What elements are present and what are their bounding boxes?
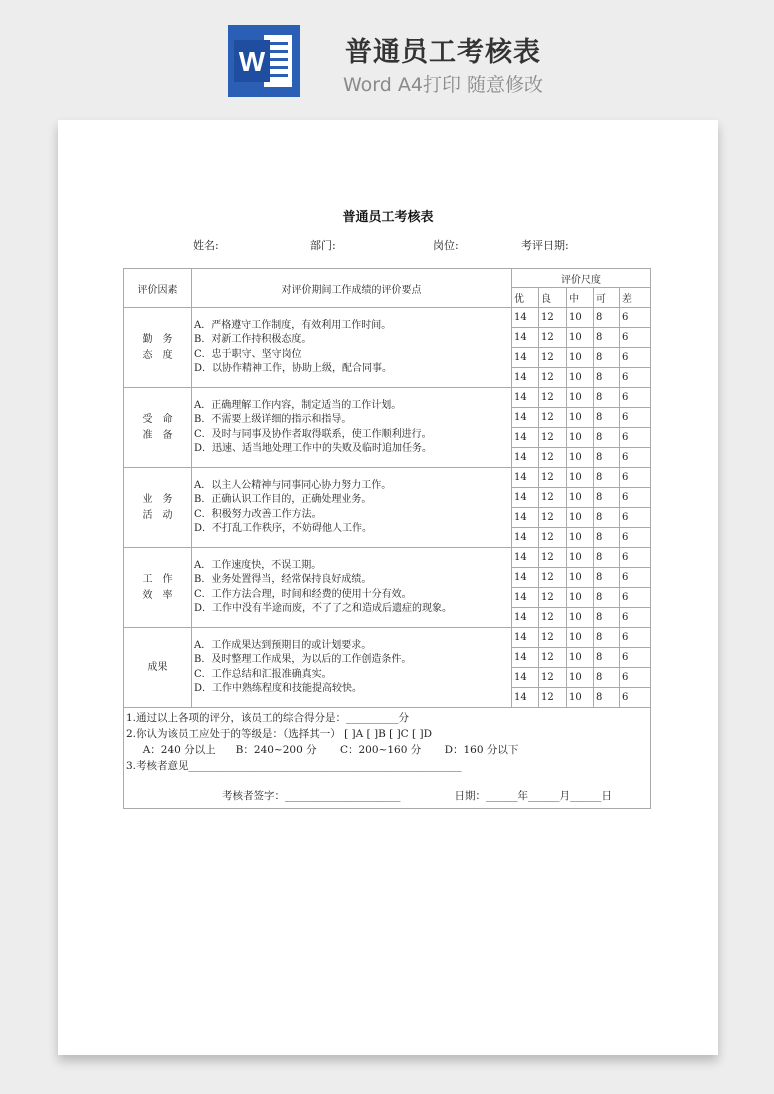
score-cell[interactable]: 12 (539, 388, 567, 408)
banner-subtitle: Word A4打印 随意修改 (342, 74, 543, 96)
score-cell[interactable]: 6 (620, 648, 651, 668)
score-cell[interactable]: 10 (567, 548, 594, 568)
score-cell[interactable]: 8 (594, 668, 620, 688)
score-cell[interactable]: 8 (594, 568, 620, 588)
score-cell[interactable]: 8 (594, 348, 620, 368)
evaluation-point: C．工作方法合理，时间和经费的使用十分有效。 (194, 588, 412, 600)
score-cell[interactable]: 8 (594, 388, 620, 408)
score-cell[interactable]: 12 (539, 648, 567, 668)
score-cell[interactable]: 12 (539, 408, 567, 428)
score-cell[interactable]: 14 (512, 408, 539, 428)
factor-label: 活 动 (142, 509, 173, 521)
factor-label: 受 命 (142, 413, 173, 425)
score-cell[interactable]: 12 (539, 448, 567, 468)
evaluation-point: B．正确认识工作目的，正确处理业务。 (194, 494, 372, 505)
score-cell[interactable]: 14 (512, 448, 539, 468)
factor-label: 成果 (147, 661, 168, 673)
factor-cell (124, 468, 192, 548)
score-cell[interactable]: 14 (512, 608, 539, 628)
score-cell[interactable]: 10 (567, 368, 594, 388)
score-cell[interactable]: 10 (567, 528, 594, 548)
score-cell[interactable]: 8 (594, 688, 620, 708)
score-cell[interactable]: 10 (567, 408, 594, 428)
factor-label: 业 务 (142, 493, 173, 505)
score-cell[interactable]: 6 (620, 628, 651, 648)
table-row (124, 468, 651, 488)
score-cell[interactable]: 6 (620, 548, 651, 568)
header-level-0: 优 (512, 288, 539, 308)
evaluation-point: D．迅速、适当地处理工作中的失败及临时追加任务。 (194, 443, 433, 454)
score-cell[interactable]: 14 (512, 488, 539, 508)
score-cell[interactable]: 6 (620, 328, 651, 348)
score-cell[interactable]: 14 (512, 568, 539, 588)
score-cell[interactable]: 8 (594, 448, 620, 468)
score-cell[interactable]: 8 (594, 508, 620, 528)
score-cell[interactable]: 8 (594, 588, 620, 608)
evaluation-point: B．不需要上级详细的指示和指导。 (194, 414, 352, 425)
summary-line-1: 1.通过以上各项的评分，该员工的综合得分是：__________分 (126, 712, 410, 724)
score-cell[interactable]: 12 (539, 548, 567, 568)
summary-line-2: 2.你认为该员工应处于的等级是：（选择其一） [ ]A [ ]B [ ]C [ ]D (126, 728, 432, 740)
header-scale: 评价尺度 (512, 269, 651, 288)
score-cell[interactable]: 14 (512, 648, 539, 668)
evaluation-point: D．不打乱工作秩序，不妨碍他人工作。 (194, 523, 373, 534)
score-cell[interactable]: 14 (512, 468, 539, 488)
table-row (124, 388, 651, 408)
score-cell[interactable]: 6 (620, 468, 651, 488)
header-level-4: 差 (620, 288, 651, 308)
score-cell[interactable]: 6 (620, 668, 651, 688)
score-cell[interactable]: 8 (594, 628, 620, 648)
score-cell[interactable]: 8 (594, 408, 620, 428)
score-cell[interactable]: 8 (594, 428, 620, 448)
score-cell[interactable]: 6 (620, 368, 651, 388)
score-cell[interactable]: 14 (512, 548, 539, 568)
evaluation-point: A．以主人公精神与同事同心协力努力工作。 (194, 479, 392, 491)
summary-cell (124, 708, 651, 809)
score-cell[interactable]: 6 (620, 428, 651, 448)
summary-row (124, 708, 651, 809)
score-cell[interactable]: 14 (512, 328, 539, 348)
score-cell[interactable]: 6 (620, 688, 651, 708)
score-cell[interactable]: 10 (567, 468, 594, 488)
evaluation-point: C．工作总结和汇报准确真实。 (194, 668, 332, 680)
score-cell[interactable]: 8 (594, 368, 620, 388)
points-cell (192, 388, 512, 468)
score-cell[interactable]: 8 (594, 648, 620, 668)
score-cell[interactable]: 10 (567, 568, 594, 588)
score-cell[interactable]: 10 (567, 328, 594, 348)
score-cell[interactable]: 6 (620, 568, 651, 588)
evaluation-point: D．以协作精神工作，协助上级，配合同事。 (194, 363, 393, 374)
score-cell[interactable]: 6 (620, 408, 651, 428)
score-cell[interactable]: 14 (512, 508, 539, 528)
points-cell (192, 628, 512, 708)
score-cell[interactable]: 14 (512, 688, 539, 708)
score-cell[interactable]: 10 (567, 648, 594, 668)
score-cell[interactable]: 12 (539, 608, 567, 628)
header-points: 对评价期间工作成绩的评价要点 (192, 269, 512, 308)
score-cell[interactable]: 12 (539, 628, 567, 648)
header-level-1: 良 (539, 288, 567, 308)
score-cell[interactable]: 6 (620, 308, 651, 328)
score-cell[interactable]: 8 (594, 308, 620, 328)
score-cell[interactable]: 10 (567, 688, 594, 708)
summary-line-4: 3.考核者意见____________________________________________________ (126, 760, 462, 772)
table-header-row (124, 269, 651, 288)
evaluation-point: A．正确理解工作内容，制定适当的工作计划。 (194, 399, 402, 411)
evaluation-point: C．及时与同事及协作者取得联系，使工作顺利进行。 (194, 428, 432, 440)
factor-cell (124, 388, 192, 468)
evaluation-point: B．业务处置得当，经常保持良好成绩。 (194, 574, 372, 585)
table-row (124, 548, 651, 568)
evaluation-point: A．严格遵守工作制度，有效利用工作时间。 (194, 319, 392, 331)
score-cell[interactable]: 6 (620, 448, 651, 468)
score-cell[interactable]: 12 (539, 488, 567, 508)
points-cell (192, 548, 512, 628)
score-cell[interactable]: 12 (539, 528, 567, 548)
score-cell[interactable]: 12 (539, 688, 567, 708)
score-cell[interactable]: 8 (594, 608, 620, 628)
header-level-3: 可 (594, 288, 620, 308)
score-cell[interactable]: 8 (594, 548, 620, 568)
date-field[interactable]: 日期：______年______月______日 (454, 790, 612, 802)
factor-cell (124, 308, 192, 388)
evaluation-point: A．工作成果达到预期目的或计划要求。 (194, 639, 372, 651)
score-cell[interactable]: 6 (620, 528, 651, 548)
score-cell[interactable]: 12 (539, 368, 567, 388)
info-department-label: 部门: (310, 239, 336, 252)
points-cell (192, 468, 512, 548)
evaluation-point: B．及时整理工作成果，为以后的工作创造条件。 (194, 654, 412, 665)
evaluation-table (123, 268, 651, 809)
evaluation-point: B．对新工作持积极态度。 (194, 334, 312, 345)
score-cell[interactable]: 8 (594, 488, 620, 508)
info-name-label: 姓名: (193, 239, 219, 252)
score-cell[interactable]: 12 (539, 508, 567, 528)
factor-label: 效 率 (142, 589, 173, 601)
signature-row (126, 788, 648, 804)
factor-label: 准 备 (142, 429, 173, 441)
score-cell[interactable]: 6 (620, 348, 651, 368)
score-cell[interactable]: 8 (594, 468, 620, 488)
score-cell[interactable]: 10 (567, 308, 594, 328)
evaluation-point: D．工作中熟练程度和技能提高较快。 (194, 683, 363, 694)
info-date-label: 考评日期: (521, 239, 569, 252)
score-cell[interactable]: 14 (512, 348, 539, 368)
evaluation-point: D．工作中没有半途而废，不了了之和造成后遗症的现象。 (194, 603, 453, 614)
score-cell[interactable]: 6 (620, 388, 651, 408)
score-cell[interactable]: 14 (512, 668, 539, 688)
score-cell[interactable]: 10 (567, 608, 594, 628)
score-cell[interactable]: 6 (620, 588, 651, 608)
score-cell[interactable]: 14 (512, 528, 539, 548)
score-cell[interactable]: 8 (594, 528, 620, 548)
score-cell[interactable]: 12 (539, 588, 567, 608)
score-cell[interactable]: 14 (512, 428, 539, 448)
score-cell[interactable]: 14 (512, 308, 539, 328)
word-icon-letter: W (238, 46, 266, 77)
factor-cell (124, 628, 192, 708)
score-cell[interactable]: 12 (539, 668, 567, 688)
score-cell[interactable]: 10 (567, 388, 594, 408)
signer-field[interactable]: 考核者签字：______________________ (222, 790, 401, 802)
score-cell[interactable]: 14 (512, 388, 539, 408)
score-cell[interactable]: 10 (567, 488, 594, 508)
score-cell[interactable]: 6 (620, 508, 651, 528)
score-cell[interactable]: 10 (567, 428, 594, 448)
score-cell[interactable]: 10 (567, 628, 594, 648)
score-cell[interactable]: 14 (512, 628, 539, 648)
score-cell[interactable]: 10 (567, 668, 594, 688)
score-cell[interactable]: 12 (539, 428, 567, 448)
score-cell[interactable]: 12 (539, 328, 567, 348)
factor-label: 工 作 (142, 573, 173, 585)
score-cell[interactable]: 12 (539, 308, 567, 328)
score-cell[interactable]: 14 (512, 588, 539, 608)
score-cell[interactable]: 6 (620, 488, 651, 508)
score-cell[interactable]: 10 (567, 348, 594, 368)
banner-title: 普通员工考核表 (345, 37, 541, 68)
evaluation-point: C．积极努力改善工作方法。 (194, 508, 322, 520)
evaluation-point: A．工作速度快，不误工期。 (194, 559, 322, 571)
points-cell (192, 308, 512, 388)
summary-line-3: A：240 分以上 B：240~200 分 C：200~160 分 D：160 分以下 (126, 744, 519, 756)
header-factor: 评价因素 (124, 269, 192, 308)
factor-cell (124, 548, 192, 628)
document-title: 普通员工考核表 (342, 210, 434, 225)
score-cell[interactable]: 12 (539, 348, 567, 368)
evaluation-point: C．忠于职守、坚守岗位 (194, 348, 302, 360)
score-cell[interactable]: 8 (594, 328, 620, 348)
factor-label: 态 度 (142, 349, 173, 361)
word-document-icon (228, 25, 300, 97)
score-cell[interactable]: 14 (512, 368, 539, 388)
banner (0, 0, 774, 118)
info-position-label: 岗位: (433, 239, 459, 252)
score-cell[interactable]: 10 (567, 508, 594, 528)
factor-label: 勤 务 (142, 333, 173, 345)
score-cell[interactable]: 6 (620, 608, 651, 628)
score-cell[interactable]: 12 (539, 468, 567, 488)
document-page (58, 120, 718, 1055)
score-cell[interactable]: 12 (539, 568, 567, 588)
score-cell[interactable]: 10 (567, 588, 594, 608)
score-cell[interactable]: 10 (567, 448, 594, 468)
table-row (124, 308, 651, 328)
table-row (124, 628, 651, 648)
header-level-2: 中 (567, 288, 594, 308)
